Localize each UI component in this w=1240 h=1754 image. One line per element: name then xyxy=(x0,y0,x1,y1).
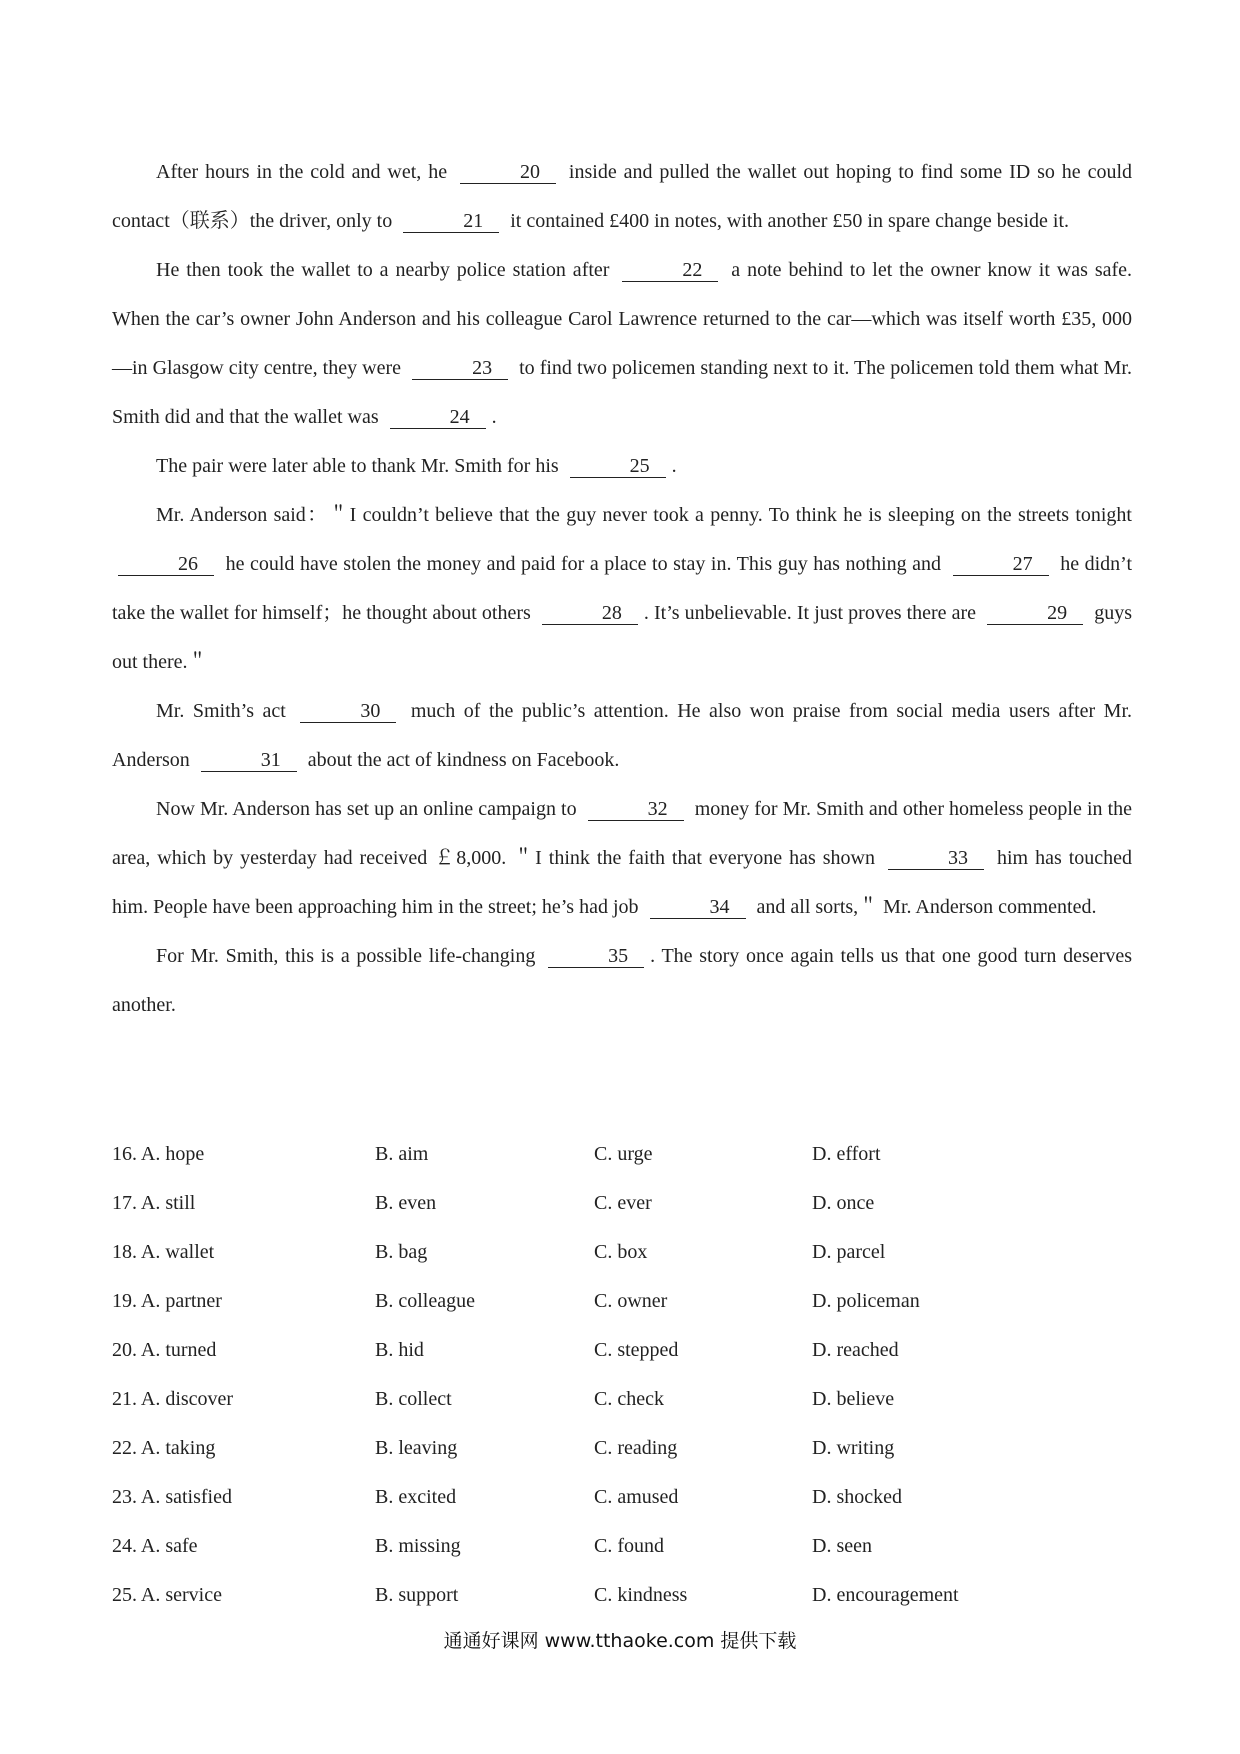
option-b: B. collect xyxy=(375,1388,452,1410)
option-d: D. parcel xyxy=(812,1241,886,1263)
option-c: C. urge xyxy=(594,1143,653,1165)
option-a: 18. A. wallet xyxy=(112,1241,215,1263)
option-row-18 xyxy=(112,1228,1132,1277)
passage-text: Now Mr. Anderson has set up an online campaign to xyxy=(156,798,577,820)
option-a: 24. A. safe xyxy=(112,1535,198,1557)
passage-text: it contained £400 in notes, with another £50 in spare change beside it. xyxy=(510,210,1069,232)
blank-30: 30 xyxy=(300,700,396,723)
passage-text: Mr. Smith’s act xyxy=(156,700,286,722)
option-c: C. kindness xyxy=(594,1584,688,1606)
passage-text: inside and pulled the wallet out hoping to find some ID so he could contact（联系）the driver, only to xyxy=(112,161,1133,232)
blank-21: 21 xyxy=(403,210,499,233)
option-a: 25. A. service xyxy=(112,1584,222,1606)
paragraph xyxy=(112,246,1132,442)
passage-text: The pair were later able to thank Mr. Smith for his xyxy=(156,455,559,477)
option-a: 17. A. still xyxy=(112,1192,196,1214)
option-d: D. seen xyxy=(812,1535,872,1557)
blank-24: 24 xyxy=(390,406,486,429)
option-row-21 xyxy=(112,1375,1132,1424)
passage-text: he didn’t take the wallet for himself；he thought about others xyxy=(112,553,1133,624)
option-row-20 xyxy=(112,1326,1132,1375)
passage-text: and all sorts,＂ Mr. Anderson commented. xyxy=(756,896,1097,918)
option-row-25 xyxy=(112,1571,1132,1620)
paragraph xyxy=(112,687,1132,785)
option-row-17 xyxy=(112,1179,1132,1228)
option-b: B. leaving xyxy=(375,1437,458,1459)
option-d: D. encouragement xyxy=(812,1584,959,1606)
passage-text: . The story once again tells us that one good turn deserves another. xyxy=(112,945,1132,1016)
option-c: C. amused xyxy=(594,1486,679,1508)
option-d: D. policeman xyxy=(812,1290,920,1312)
option-row-23 xyxy=(112,1473,1132,1522)
paragraph xyxy=(112,148,1132,246)
passage-text: For Mr. Smith, this is a possible life-changing xyxy=(156,945,536,967)
passage-text: guys out there.＂ xyxy=(112,602,1133,673)
option-c: C. check xyxy=(594,1388,664,1410)
option-a: 16. A. hope xyxy=(112,1143,205,1165)
passage-text: to find two policemen standing next to it. The policemen told them what Mr. Smith did and that the wallet was xyxy=(112,357,1132,428)
option-b: B. even xyxy=(375,1192,437,1214)
option-d: D. writing xyxy=(812,1437,895,1459)
answer-options xyxy=(112,1130,1132,1620)
option-c: C. reading xyxy=(594,1437,678,1459)
option-a: 22. A. taking xyxy=(112,1437,216,1459)
option-d: D. effort xyxy=(812,1143,881,1165)
option-c: C. box xyxy=(594,1241,648,1263)
cloze-passage xyxy=(112,148,1132,1030)
passage-text: about the act of kindness on Facebook. xyxy=(307,749,620,771)
option-a: 21. A. discover xyxy=(112,1388,234,1410)
blank-22: 22 xyxy=(622,259,718,282)
passage-text: He then took the wallet to a nearby police station after xyxy=(156,259,610,281)
passage-text: he could have stolen the money and paid for a place to stay in. This guy has nothing and xyxy=(225,553,942,575)
option-c: C. found xyxy=(594,1535,664,1557)
option-d: D. shocked xyxy=(812,1486,902,1508)
paragraph xyxy=(112,785,1132,932)
blank-26: 26 xyxy=(118,553,214,576)
option-a: 20. A. turned xyxy=(112,1339,217,1361)
passage-text: . xyxy=(671,455,677,477)
blank-25: 25 xyxy=(570,455,666,478)
passage-text: money for Mr. Smith and other homeless people in the area, which by yesterday had received ￡8,000. ＂I think the faith that everyone has shown xyxy=(112,798,1133,869)
option-a: 23. A. satisfied xyxy=(112,1486,232,1508)
passage-text: . It’s unbelievable. It just proves there are xyxy=(643,602,977,624)
blank-33: 33 xyxy=(888,847,984,870)
option-b: B. missing xyxy=(375,1535,461,1557)
blank-23: 23 xyxy=(412,357,508,380)
blank-34: 34 xyxy=(650,896,746,919)
page-footer: 通通好课网 www.tthaoke.com 提供下载 xyxy=(443,1630,797,1652)
option-c: C. owner xyxy=(594,1290,668,1312)
passage-text: much of the public’s attention. He also won praise from social media users after Mr. Anderson xyxy=(112,700,1133,771)
option-d: D. believe xyxy=(812,1388,895,1410)
blank-31: 31 xyxy=(201,749,297,772)
blank-27: 27 xyxy=(953,553,1049,576)
option-d: D. reached xyxy=(812,1339,899,1361)
passage-text: him has touched him. People have been approaching him in the street; he’s had job xyxy=(112,847,1133,918)
option-b: B. colleague xyxy=(375,1290,475,1312)
option-a: 19. A. partner xyxy=(112,1290,222,1312)
option-row-16 xyxy=(112,1130,1132,1179)
passage-text: a note behind to let the owner know it was safe. When the car’s owner John Anderson and his colleague Carol Lawrence returned to the car—which was itself worth £35, 000—in Glasgow city centre, they were xyxy=(112,259,1133,379)
option-d: D. once xyxy=(812,1192,875,1214)
passage-text: . xyxy=(491,406,497,428)
option-c: C. stepped xyxy=(594,1339,679,1361)
option-c: C. ever xyxy=(594,1192,652,1214)
paragraph xyxy=(112,491,1132,687)
option-row-24 xyxy=(112,1522,1132,1571)
blank-29: 29 xyxy=(987,602,1083,625)
paragraph xyxy=(112,442,1132,491)
blank-20: 20 xyxy=(460,161,556,184)
option-b: B. hid xyxy=(375,1339,424,1361)
blank-35: 35 xyxy=(548,945,644,968)
blank-28: 28 xyxy=(542,602,638,625)
paragraph xyxy=(112,932,1132,1030)
option-row-19 xyxy=(112,1277,1132,1326)
option-row-22 xyxy=(112,1424,1132,1473)
passage-text: Mr. Anderson said：＂I couldn’t believe that the guy never took a penny. To think he is sleeping on the streets tonight xyxy=(156,504,1132,526)
option-b: B. bag xyxy=(375,1241,428,1263)
passage-text: After hours in the cold and wet, he xyxy=(156,161,448,183)
option-b: B. aim xyxy=(375,1143,429,1165)
option-b: B. support xyxy=(375,1584,459,1606)
blank-32: 32 xyxy=(588,798,684,821)
option-b: B. excited xyxy=(375,1486,457,1508)
